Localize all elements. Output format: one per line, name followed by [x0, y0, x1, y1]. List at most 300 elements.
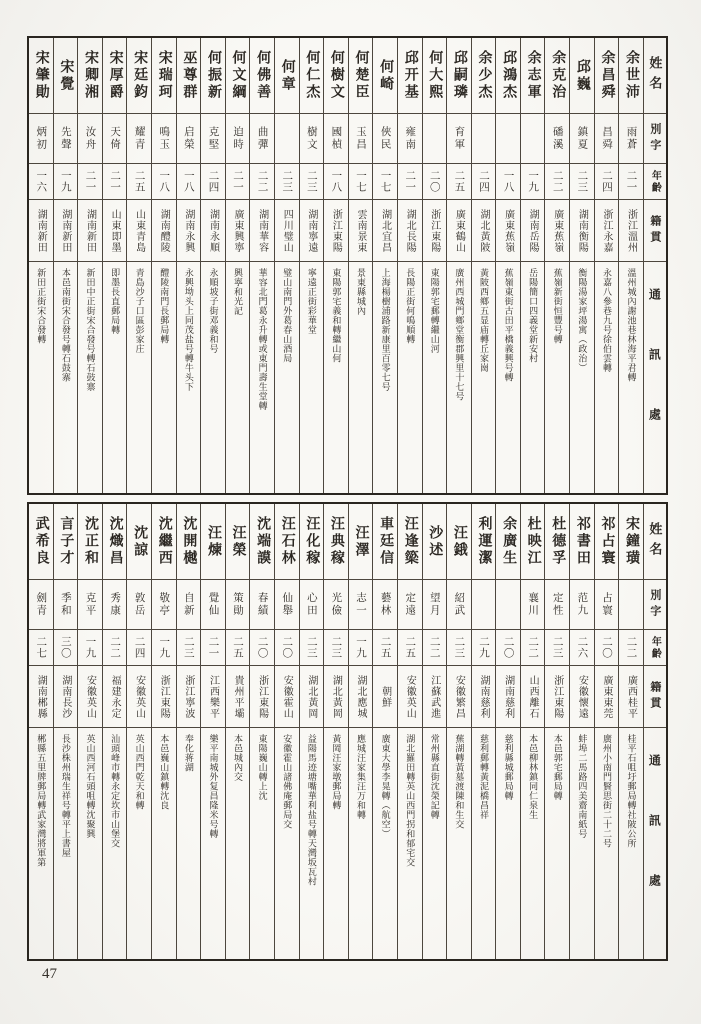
person-courtesy: 策勛 [232, 592, 244, 617]
person-age: 二二 [551, 170, 563, 193]
person-column [495, 38, 520, 493]
person-courtesy-cell [496, 114, 520, 164]
person-address: 蕉嶺新街恒豐号轉 [552, 268, 563, 344]
person-age: 一九 [84, 636, 96, 659]
person-courtesy: 季和 [59, 592, 71, 617]
person-age-cell [472, 630, 496, 666]
person-address: 廣州西城門鄉堂衡郡興里十七号 [454, 268, 465, 401]
person-name-cell [496, 504, 520, 580]
person-age-cell [324, 630, 348, 666]
person-courtesy-cell [78, 114, 102, 164]
person-courtesy: 俠民 [379, 126, 391, 151]
person-courtesy-cell [447, 114, 471, 164]
header-address-label: 通訊處 [647, 753, 662, 934]
person-name-cell [545, 38, 569, 114]
person-native: 安徽繁昌 [453, 674, 465, 719]
person-courtesy: 炳初 [35, 126, 47, 151]
person-age-cell [275, 164, 299, 200]
person-courtesy-cell [127, 580, 151, 630]
person-age: 一八 [158, 170, 170, 193]
person-native-cell [54, 200, 78, 262]
person-native-cell [275, 200, 299, 262]
person-column [594, 504, 619, 959]
person-address: 永順坡子街邓義和号 [208, 268, 219, 354]
person-name: 沈開樾 [181, 516, 197, 567]
person-column [274, 38, 299, 493]
person-address: 永興坳头上同茂盐号轉牛头下 [183, 268, 194, 392]
person-address-cell [103, 728, 127, 959]
person-age: 一七 [355, 170, 367, 193]
person-name: 何振新 [205, 50, 221, 101]
person-address: 景東縣城內 [356, 268, 367, 316]
person-native: 廣東東莞 [600, 674, 612, 719]
person-address-cell [300, 262, 324, 493]
header-native-label-cell [644, 200, 666, 262]
person-age-cell [496, 164, 520, 200]
person-address: 蕉嶺東街古田平橋義興号轉 [503, 268, 514, 382]
person-column [594, 38, 619, 493]
person-courtesy: 國楨 [330, 126, 342, 151]
person-name-cell [595, 38, 619, 114]
person-age: 一八 [330, 170, 342, 193]
person-address-cell [177, 262, 201, 493]
person-courtesy: 玉昌 [355, 126, 367, 151]
person-native-cell [103, 666, 127, 728]
person-courtesy: 心田 [305, 592, 317, 617]
person-name-cell [177, 504, 201, 580]
person-address: 郴縣五里牌郵局轉武家灣將軍第 [36, 734, 47, 867]
person-native: 四川璧山 [281, 208, 293, 253]
person-age-cell [496, 630, 520, 666]
person-age-cell [447, 164, 471, 200]
person-column [151, 504, 176, 959]
person-age-cell [545, 630, 569, 666]
person-age: 二一 [625, 170, 637, 193]
person-name-cell [447, 504, 471, 580]
person-address: 華容北門葛永升轉或東門壽生堂轉 [257, 268, 268, 411]
person-courtesy-cell [570, 580, 594, 630]
person-name-cell [619, 38, 643, 114]
person-address: 本邑郭宅郵局轉 [552, 734, 563, 801]
person-courtesy-cell [324, 580, 348, 630]
person-name: 汪鋨 [451, 524, 467, 559]
person-courtesy-cell [177, 114, 201, 164]
person-age-cell [349, 630, 373, 666]
person-age-cell [54, 630, 78, 666]
person-address: 應城汪家集汪万和轉 [356, 734, 367, 820]
person-native: 廣東鶴山 [453, 208, 465, 253]
person-native: 安徽英山 [404, 674, 416, 719]
person-column [618, 504, 643, 959]
person-native: 湖南永興 [182, 208, 194, 253]
person-native-cell [496, 666, 520, 728]
person-name-cell [570, 504, 594, 580]
header-age-label-cell [644, 630, 666, 666]
person-age-cell [423, 164, 447, 200]
person-age-cell [324, 164, 348, 200]
person-name-cell [275, 38, 299, 114]
person-native-cell [127, 666, 151, 728]
person-name: 祁書田 [574, 516, 590, 567]
person-native-cell [349, 200, 373, 262]
person-age: 二七 [35, 636, 47, 659]
person-native-cell [300, 666, 324, 728]
person-native: 浙江溫州 [625, 208, 637, 253]
person-address-cell [226, 728, 250, 959]
person-name-cell [398, 504, 422, 580]
person-name: 祁占寰 [599, 516, 615, 567]
header-native-label: 籍貫 [648, 680, 661, 713]
page-number: 47 [42, 966, 57, 982]
person-courtesy: 紹武 [453, 592, 465, 617]
person-native: 雲南景東 [355, 208, 367, 253]
person-name: 杜德孚 [550, 516, 566, 567]
person-name: 杜映江 [525, 516, 541, 567]
person-native: 湖北宜昌 [379, 208, 391, 253]
person-name: 宋卿湘 [82, 50, 98, 101]
person-courtesy-cell [201, 114, 225, 164]
person-courtesy-cell [373, 114, 397, 164]
person-address: 英山西門乾天和轉 [134, 734, 145, 810]
person-address-cell [619, 728, 643, 959]
person-age: 二〇 [600, 636, 612, 659]
person-address: 東陽郭宅郵轉繼山河 [429, 268, 440, 354]
person-courtesy-cell [521, 114, 545, 164]
person-name: 汪煉 [205, 524, 221, 559]
person-age-cell [275, 630, 299, 666]
person-address-cell [545, 262, 569, 493]
person-courtesy: 藝林 [379, 592, 391, 617]
person-age: 二〇 [256, 636, 268, 659]
person-age: 二一 [109, 170, 121, 193]
person-courtesy: 望月 [428, 592, 440, 617]
person-address: 英山西河石頭咀轉沈聚興 [85, 734, 96, 839]
person-native: 湖南永順 [207, 208, 219, 253]
person-age-cell [619, 630, 643, 666]
person-age: 一九 [59, 170, 71, 193]
person-address-cell [398, 728, 422, 959]
person-address-cell [423, 262, 447, 493]
person-age-cell [29, 630, 53, 666]
person-age: 二三 [305, 636, 317, 659]
person-address: 桂平石咀圩郵局轉社陂公所 [626, 734, 637, 848]
person-courtesy-cell [201, 580, 225, 630]
person-name-cell [570, 38, 594, 114]
person-name: 汪榮 [230, 524, 246, 559]
person-column [471, 38, 496, 493]
person-courtesy-cell [250, 114, 274, 164]
person-age-cell [545, 164, 569, 200]
header-address-label-cell [644, 728, 666, 959]
person-name: 沈熾昌 [107, 516, 123, 567]
person-courtesy: 育軍 [453, 126, 465, 151]
person-address: 東陽巍山轉上沈 [257, 734, 268, 801]
person-name-cell [595, 504, 619, 580]
person-age-cell [250, 630, 274, 666]
person-courtesy-cell [78, 580, 102, 630]
person-column [126, 38, 151, 493]
person-name-cell [300, 504, 324, 580]
person-age: 二一 [404, 170, 416, 193]
person-column [102, 504, 127, 959]
person-name: 何佛善 [255, 50, 271, 101]
person-native-cell [619, 666, 643, 728]
person-age: 二三 [182, 636, 194, 659]
person-native-cell [324, 666, 348, 728]
person-courtesy: 克堅 [207, 126, 219, 151]
person-age-cell [521, 630, 545, 666]
person-address-cell [127, 728, 151, 959]
person-name: 何文綱 [230, 50, 246, 101]
person-address-cell [275, 262, 299, 493]
person-native: 廣東蕉嶺 [551, 208, 563, 253]
person-age: 一九 [158, 636, 170, 659]
person-address: 奉化蒋湖 [183, 734, 194, 772]
person-age: 二五 [404, 636, 416, 659]
person-native-cell [472, 666, 496, 728]
person-age: 二〇 [281, 636, 293, 659]
person-courtesy: 春績 [256, 592, 268, 617]
person-column [323, 504, 348, 959]
person-name-cell [201, 38, 225, 114]
person-native: 福建永定 [109, 674, 121, 719]
person-courtesy: 迫時 [232, 126, 244, 151]
person-native-cell [349, 666, 373, 728]
person-courtesy: 占寰 [600, 592, 612, 617]
person-name-cell [275, 504, 299, 580]
person-address: 新田正街宋合發轉 [36, 268, 47, 344]
person-name-cell [78, 504, 102, 580]
person-age: 一八 [182, 170, 194, 193]
person-column [77, 504, 102, 959]
person-address-cell [127, 262, 151, 493]
person-native: 山西離石 [527, 674, 539, 719]
person-column [348, 38, 373, 493]
person-native: 湖北黃岡 [305, 674, 317, 719]
person-native: 安徽英山 [133, 674, 145, 719]
person-native-cell [127, 200, 151, 262]
person-column [544, 38, 569, 493]
person-native: 湖南新田 [59, 208, 71, 253]
person-courtesy: 樹文 [305, 126, 317, 151]
person-age-cell [201, 630, 225, 666]
person-column [397, 504, 422, 959]
person-age: 二四 [600, 170, 612, 193]
person-native-cell [373, 200, 397, 262]
person-name: 汪逢簗 [402, 516, 418, 567]
person-courtesy-cell [349, 580, 373, 630]
person-name-cell [103, 38, 127, 114]
person-age: 二一 [84, 170, 96, 193]
person-address: 汕頭峰市轉永定坎市山堡交 [110, 734, 121, 848]
person-address-cell [447, 728, 471, 959]
person-name: 余克治 [550, 50, 566, 101]
person-column [249, 504, 274, 959]
person-address: 常州縣直街沈榮記轉 [429, 734, 440, 820]
person-address-cell [545, 728, 569, 959]
person-courtesy-cell [29, 114, 53, 164]
person-courtesy-cell [275, 114, 299, 164]
person-age-cell [152, 164, 176, 200]
person-native-cell [595, 200, 619, 262]
person-courtesy: 昌舜 [600, 126, 612, 151]
person-address: 本邑柳林鎮同仁泉生 [528, 734, 539, 820]
person-native-cell [103, 200, 127, 262]
person-age-cell [103, 164, 127, 200]
person-name: 武希良 [33, 516, 49, 567]
person-courtesy: 鎮夏 [576, 126, 588, 151]
person-name-cell [103, 504, 127, 580]
person-courtesy: 敦岳 [133, 592, 145, 617]
person-native: 山東青島 [133, 208, 145, 253]
person-native-cell [177, 666, 201, 728]
header-age-label-cell [644, 164, 666, 200]
person-column [249, 38, 274, 493]
person-courtesy-cell [300, 580, 324, 630]
person-column [422, 504, 447, 959]
person-age-cell [226, 630, 250, 666]
person-native: 浙江永嘉 [600, 208, 612, 253]
person-native-cell [398, 200, 422, 262]
person-address: 青島沙子口區彭家庄 [134, 268, 145, 354]
roster-table-top [27, 36, 668, 495]
person-native-cell [447, 666, 471, 728]
person-name: 利運潔 [476, 516, 492, 567]
person-courtesy: 雨蒼 [625, 126, 637, 151]
person-native-cell [152, 666, 176, 728]
person-column [225, 38, 250, 493]
person-address-cell [595, 262, 619, 493]
person-native: 湖南慈利 [502, 674, 514, 719]
person-address: 湖北羅田轉英山西門拐和郁宅交 [405, 734, 416, 867]
person-column [151, 38, 176, 493]
person-name: 沈端謨 [255, 516, 271, 567]
person-age: 一九 [527, 170, 539, 193]
person-address-cell [300, 728, 324, 959]
person-native: 安徽英山 [84, 674, 96, 719]
person-name-cell [300, 38, 324, 114]
person-age-cell [447, 630, 471, 666]
person-name-cell [54, 504, 78, 580]
person-column [126, 504, 151, 959]
person-age-cell [373, 630, 397, 666]
person-native-cell [78, 200, 102, 262]
person-age: 一七 [379, 170, 391, 193]
person-native: 浙江東陽 [551, 674, 563, 719]
person-age-cell [226, 164, 250, 200]
person-native-cell [423, 666, 447, 728]
person-native: 山東即墨 [109, 208, 121, 253]
person-age: 二三 [305, 170, 317, 193]
person-native: 湖南衡陽 [576, 208, 588, 253]
person-age: 二二 [625, 636, 637, 659]
person-native: 浙江東陽 [158, 674, 170, 719]
person-native: 湖北長陽 [404, 208, 416, 253]
person-age: 二二 [527, 636, 539, 659]
person-native: 湖南華容 [256, 208, 268, 253]
person-name-cell [472, 38, 496, 114]
person-address: 本邑城內交 [233, 734, 244, 782]
person-age-cell [103, 630, 127, 666]
person-column [200, 504, 225, 959]
person-name-cell [447, 38, 471, 114]
person-address-cell [472, 728, 496, 959]
person-address-cell [78, 262, 102, 493]
person-column [372, 38, 397, 493]
person-name-cell [373, 38, 397, 114]
person-native: 湖南岳陽 [527, 208, 539, 253]
person-address-cell [619, 262, 643, 493]
person-name: 宋鐘璜 [624, 516, 640, 567]
person-courtesy: 襄川 [527, 592, 539, 617]
person-name-cell [177, 38, 201, 114]
person-name-cell [152, 504, 176, 580]
person-courtesy-cell [152, 580, 176, 630]
person-name: 邱嗣璘 [451, 50, 467, 101]
person-address: 蚌埠二馬路四美齋南紙号 [577, 734, 588, 839]
person-address-cell [250, 728, 274, 959]
person-native: 湖南長沙 [59, 674, 71, 719]
person-address-cell [201, 728, 225, 959]
person-courtesy-cell [398, 580, 422, 630]
person-native-cell [521, 200, 545, 262]
person-name-cell [521, 504, 545, 580]
person-address: 長陽正街何鳴順轉 [405, 268, 416, 344]
person-address-cell [349, 728, 373, 959]
person-age: 二六 [576, 636, 588, 659]
person-address: 即墨長直郵局轉 [110, 268, 121, 335]
person-address-cell [373, 728, 397, 959]
person-column [102, 38, 127, 493]
person-native-cell [201, 200, 225, 262]
person-address-cell [250, 262, 274, 493]
person-native-cell [29, 666, 53, 728]
person-column [274, 504, 299, 959]
person-courtesy-cell [619, 580, 643, 630]
person-address-cell [423, 728, 447, 959]
person-address-cell [447, 262, 471, 493]
person-courtesy: 秀康 [109, 592, 121, 617]
person-name: 何楚臣 [353, 50, 369, 101]
person-name: 沙述 [427, 524, 443, 559]
person-age-cell [398, 630, 422, 666]
person-age: 二一 [232, 170, 244, 193]
person-name-cell [521, 38, 545, 114]
person-name: 汪典稼 [328, 516, 344, 567]
person-name-cell [127, 38, 151, 114]
header-name-label-cell [644, 38, 666, 114]
person-column [176, 504, 201, 959]
person-column [520, 504, 545, 959]
person-address-cell [201, 262, 225, 493]
person-age-cell [250, 164, 274, 200]
person-column [372, 504, 397, 959]
person-age-cell [472, 164, 496, 200]
person-age: 二三 [551, 636, 563, 659]
header-address-label: 通訊處 [647, 287, 662, 468]
person-native-cell [423, 200, 447, 262]
person-courtesy-cell [300, 114, 324, 164]
person-name: 宋廷鈞 [132, 50, 148, 101]
person-column [446, 38, 471, 493]
person-courtesy-cell [545, 114, 569, 164]
person-address: 廣州小南門賢思街二十二号 [601, 734, 612, 848]
person-name-cell [324, 38, 348, 114]
person-native-cell [545, 666, 569, 728]
person-native-cell [570, 666, 594, 728]
person-column [422, 38, 447, 493]
person-age-cell [570, 164, 594, 200]
